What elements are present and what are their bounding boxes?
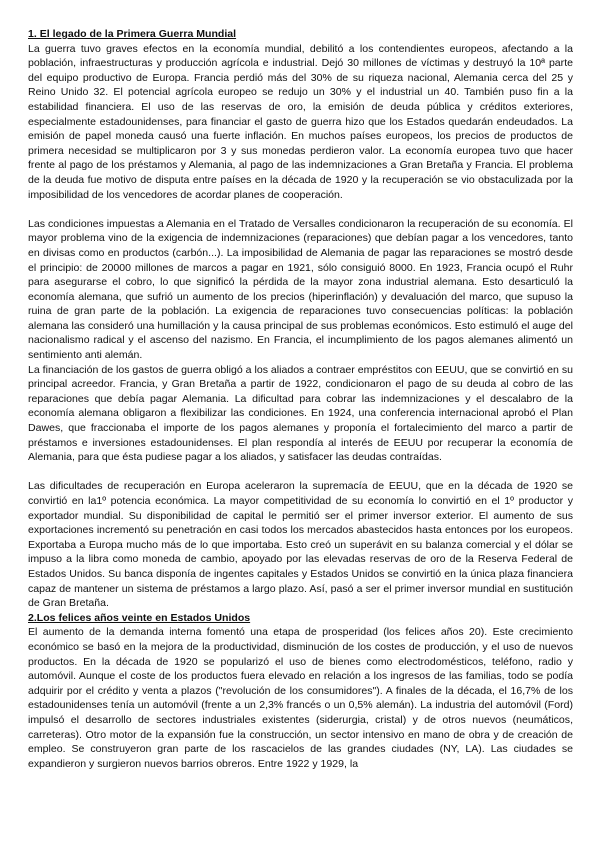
document-page — [28, 27, 573, 771]
paragraph-spacer — [28, 202, 573, 217]
paragraph-financiacion: La financiación de los gastos de guerra obligó a los aliados a contraer empréstitos con EEUU, que se convirtió en su principal acreedor. Francia, y Gran Bretaña a partir de 1922, condicionaron el pago de su deuda al cobro de las reparaciones que debía pagar Alemania. La dificultad para cobrar las indemnizaciones y el descalabro de la economía alemana obligaron a flexibilizar las condiciones. En 1924, una conferencia internacional aprobó el Plan Dawes, que fraccionaba el importe de los pagos alemanes y proponía el fortalecimiento del marco a partir de préstamos e inversiones estadounidenses. El plan respondía al interés de EEUU por recuperar la economía de Alemania, para que ésta pudiese pagar a los aliados, y satisfacer las deudas contraídas. — [28, 363, 573, 464]
section-heading-felices-anos: 2.Los felices años veinte en Estados Unidos — [28, 611, 251, 624]
paragraph-prosperidad: El aumento de la demanda interna fomentó una etapa de prosperidad (los felices años 20). Este crecimiento económico se basó en la mejora de la productividad, disminución de los costes de producción, y el uso de nuevos productos. En la década de 1920 se popularizó el uso de bienes como electrodomésticos, teléfono, radio y automóvil. Aunque el coste de los productos fuera elevado en relación a los ingresos de las familias, todo se podía adquirir por el crédito y venta a plazos ("revolución de los consumidores"). A finales de la década, el 16,7% de los estadounidenses tenía un automóvil (frente a un 2,3% francés o un 0,5% alemán). La industria del automóvil (Ford) impulsó el desarrollo de sectores industriales existentes (siderurgia, cristal) y de otros nuevos (neumáticos, carreteras). Otro motor de la expansión fue la construcción, un sector intensivo en mano de obra y de creación de empleo. Se construyeron gran parte de los rascacielos de las grandes ciudades (NY, LA). Las ciudades se expandieron y surgieron nuevos barrios obreros. Entre 1922 y 1929, la — [28, 626, 573, 770]
paragraph-versalles: Las condiciones impuestas a Alemania en el Tratado de Versalles condicionaron la recuperación de su economía. El mayor problema vino de la exigencia de indemnizaciones (reparaciones) que debían pagar a los vencedores, tanto en divisas como en productos (carbón...). La imposibilidad de Alemania de pagar las reparaciones se mostró desde el principio: de 20000 millones de marcos a pagar en 1921, sólo consiguió 8000. En 1923, Francia ocupó el Ruhr para asegurarse el cobro, lo que significó la pérdida de la mayor zona industrial alemana. Esto desarticuló la economía alemana, que sufrió un aumento de los precios (hiperinflación) y devaluación del marco, que supuso la ruina de gran parte de la población. La exigencia de reparaciones tuvo consecuencias políticas: la población alemana las consideró una humillación y la causa principal de sus problemas económicos. Esto estimuló el auge del nacionalismo radical y el ascenso del nazismo. En Francia, el incumplimiento de los pagos alemanes alimentó un sentimiento anti alemán. — [28, 217, 573, 362]
paragraph-spacer — [28, 465, 573, 480]
paragraph-efectos-guerra: La guerra tuvo graves efectos en la economía mundial, debilitó a los contendientes europeos, afectando a la población, infraestructuras y producción agrícola e industrial. Dejó 30 millones de víctimas y destruyó la 10ª parte del equipo productivo de Europa. Francia perdió más del 30% de su riqueza nacional, Alemania cerca del 25 y Reino Unido 32. El potencial agrícola europeo se redujo un 30% y el industrial un 40. También puso fin a la estabilidad financiera. El uso de las reservas de oro, la emisión de deuda pública y créditos exteriores, especialmente estadounidenses, para financiar el gasto de guerra hizo que los Estados quedarán endeudados. La emisión de papel moneda causó una fuerte inflación. En muchos países europeos, los precios de productos de primera necesidad se multiplicaron por 3 y sus monedas perdieron valor. La economía europea tuvo que hacer frente al pago de los préstamos y Alemania, al pago de las indemnizaciones a Gran Bretaña y Francia. El problema de la deuda fue motivo de disputa entre países en la década de 1920 y la recuperación se vio obstaculizada por la imposibilidad de los vencedores de acordar planes de cooperación. — [28, 42, 573, 201]
section-heading-legado: 1. El legado de la Primera Guerra Mundial — [28, 28, 237, 40]
paragraph-supremacia-eeuu: Las dificultades de recuperación en Europa aceleraron la supremacía de EEUU, que en la década de 1920 se convirtió en la1º potencia económica. La mayor competitividad de su economía lo convirtió en el 1º productor y exportador mundial. Su disponibilidad de capital le permitió ser el primer inversor exterior. El aumento de sus exportaciones incrementó su penetración en casi todos los mercados abastecidos hasta entonces por los europeos. Exportaba a Europa mucho más de lo que importaba. Esto creó un superávit en su balanza comercial y el dólar se impuso a la libra como moneda de cambio, apoyado por las elevadas reservas de oro de la Reserva Federal de Estados Unidos. Su banca disponía de ingentes capitales y Estados Unidos se convirtió en la única plaza financiera capaz de mantener un sistema de préstamos a largo plazo. Así, pasó a ser el primer inversor mundial en sustitución de Gran Bretaña. — [28, 480, 573, 610]
